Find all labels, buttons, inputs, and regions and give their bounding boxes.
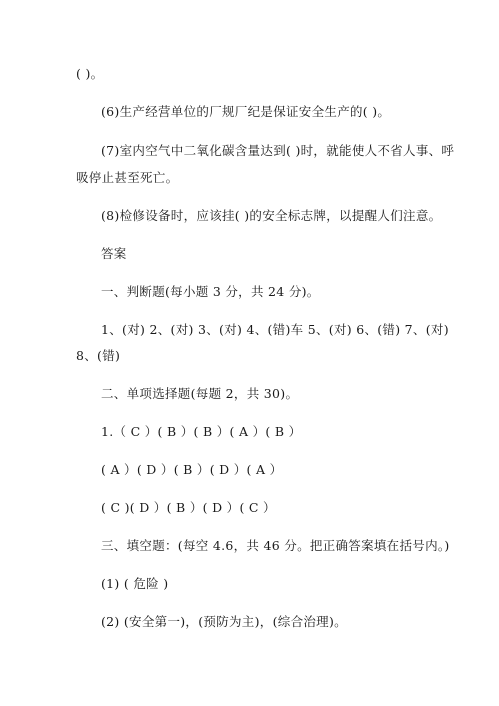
text-line-fill-answer-2: (2) (安全第一)，(预防为主)，(综合治理)。 [101,614,347,629]
text-line-blank-answer: ( )。 [76,66,104,81]
text-line-mc-answers-3: ( C )( D ）( B ）( D ）( C ） [101,500,276,515]
text-line-question-7: (7)室内空气中二氧化碳含量达到( )时，就能使人不省人事、呼 [101,143,455,158]
text-line-mc-answers-2: ( A ）( D ）( B ）( D ）( A ） [101,462,283,477]
section-heading-multiple-choice: 二、单项选择题(每题 2，共 30)。 [101,386,299,401]
text-line-fill-answer-1: (1) ( 危险 ) [101,576,169,591]
text-line-question-6: (6)生产经营单位的厂规厂纪是保证安全生产的( )。 [101,104,391,119]
text-line-mc-answers-1: 1.（ C ）( B ）( B ）( A ）( B ） [101,424,302,439]
text-line-question-8: (8)检修设备时，应该挂( )的安全标志牌，以提醒人们注意。 [101,208,442,223]
section-heading-true-false: 一、判断题(每小题 3 分，共 24 分)。 [101,284,320,299]
section-heading-answers: 答案 [101,246,127,261]
text-line-tf-answers-cont: 8、(错) [76,348,121,363]
text-line-question-7-cont: 吸停止甚至死亡。 [76,170,179,185]
section-heading-fill-blank: 三、填空题：(每空 4.6，共 46 分。把正确答案填在括号内。) [101,538,450,553]
text-line-tf-answers: 1、(对) 2、(对) 3、(对) 4、(错)车 5、(对) 6、(错) 7、(对) [101,322,449,337]
